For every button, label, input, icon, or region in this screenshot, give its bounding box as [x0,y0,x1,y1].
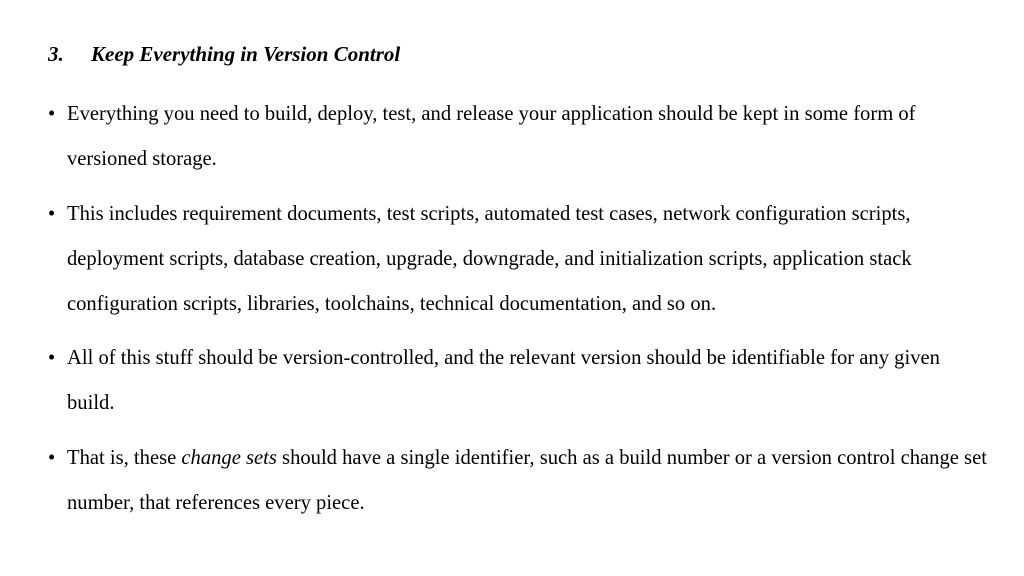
bullet-text: All of this stuff should be version-controlled, and the relevant version should be identifiable for any given build. [67,347,940,414]
list-item [48,336,988,426]
bullet-text: This includes requirement documents, test scripts, automated test cases, network configuration scripts, deployment scripts, database creation, upgrade, downgrade, and initialization scripts, application stack configuration scripts, libraries, toolchains, technical documentation, and so on. [67,202,912,315]
list-item [48,92,988,182]
bullet-emphasis: change sets [181,446,277,469]
list-item [48,436,988,526]
bullet-dot-icon: • [48,446,56,469]
section-heading [48,40,400,68]
section-number: 3. [48,42,64,66]
bullet-dot-icon: • [48,103,56,125]
list-item [48,192,988,327]
section-title: Keep Everything in Version Control [91,42,401,66]
bullet-dot-icon: • [48,347,56,369]
bullet-text-after: should have a single identifier, such as a build number or a version control change set number, that references every piece. [67,446,987,514]
bullet-dot-icon: • [48,202,56,225]
bullet-list [48,92,988,535]
bullet-text: Everything you need to build, deploy, test, and release your application should be kept in some form of versioned storage. [67,103,916,170]
bullet-text-before: That is, these [67,446,182,469]
